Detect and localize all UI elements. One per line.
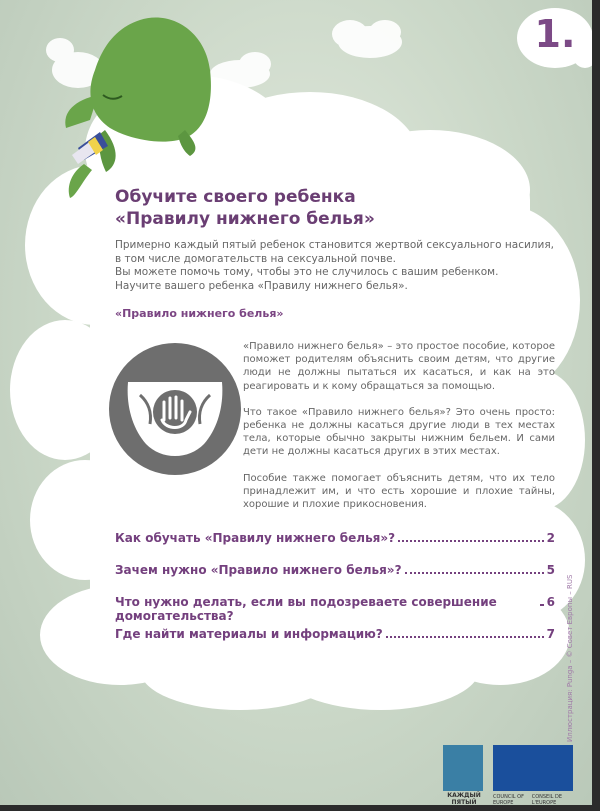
section-heading: «Правило нижнего белья» [115, 307, 284, 320]
intro-line: Примерно каждый пятый ребенок становится жертвой сексуального насилия, [115, 239, 554, 251]
intro-text [115, 239, 554, 293]
intro-line: Научите вашего ребенка «Правилу нижнего белья». [115, 279, 408, 292]
intro-line: в том числе домогательств на сексуальной почве. [115, 252, 396, 265]
toc-label: Где найти материалы и информацию? [115, 627, 383, 641]
toc-leader [386, 636, 544, 638]
toc-page-number: 6 [546, 595, 555, 609]
body-paragraph: «Правило нижнего белья» – это простое пособие, которое поможет родителям объяснить своим детям, что другие люди не должны пытаться их касаться, и как на это реагировать и к кому обращаться за помощью. [243, 341, 555, 392]
body-paragraph: Что такое «Правило нижнего белья»? Это очень просто: ребенка не должны касаться другие люди в тех местах тела, которые обычно закрыты нижним бельем. И сами дети не должны касаться других в этих местах. [243, 406, 555, 458]
page-title [115, 186, 465, 230]
toc-page-number: 5 [546, 563, 555, 577]
toc-entry-if-suspect[interactable] [115, 595, 555, 623]
toc-page-number: 2 [546, 531, 555, 545]
title-line-1: Обучите своего ребенка [115, 187, 356, 207]
table-of-contents [115, 531, 555, 659]
toc-leader [540, 604, 544, 606]
logo-council-of-europe-text: COUNCIL OF EUROPE CONSEIL DE L'EUROPE [493, 794, 563, 806]
illustration-credit: Иллюстрация: Punga – © Совет Европы – RUS [566, 574, 574, 742]
intro-line: Вы можете помочь тому, чтобы это не случилось с вашим ребенком. [115, 266, 499, 278]
page-number: 1. [534, 12, 576, 56]
toc-label: Зачем нужно «Правило нижнего белья»? [115, 563, 402, 577]
toc-entry-materials[interactable] [115, 627, 555, 655]
logo-one-in-five-text: КАЖДЫЙ ПЯТЫЙ [447, 792, 481, 806]
title-line-2: «Правилу нижнего белья» [115, 209, 375, 229]
underwear-hand-icon [109, 343, 241, 475]
toc-leader [398, 540, 544, 542]
logo-council-of-europe [493, 745, 573, 791]
body-paragraph: Пособие также помогает объяснить детям, что их тело принадлежит им, и что есть хорошие и плохие тайны, хорошие и плохие прикосновения. [243, 472, 555, 511]
rule-description [243, 340, 555, 524]
toc-entry-how-to-teach[interactable] [115, 531, 555, 559]
toc-label: Как обучать «Правилу нижнего белья»? [115, 531, 396, 545]
toc-leader [405, 572, 544, 574]
toc-label: Что нужно делать, если вы подозреваете совершение домогательства? [115, 595, 497, 623]
toc-page-number: 7 [546, 627, 555, 641]
logo-one-in-five [443, 745, 483, 791]
page-edge-right [592, 0, 600, 811]
toc-entry-why-needed[interactable] [115, 563, 555, 591]
